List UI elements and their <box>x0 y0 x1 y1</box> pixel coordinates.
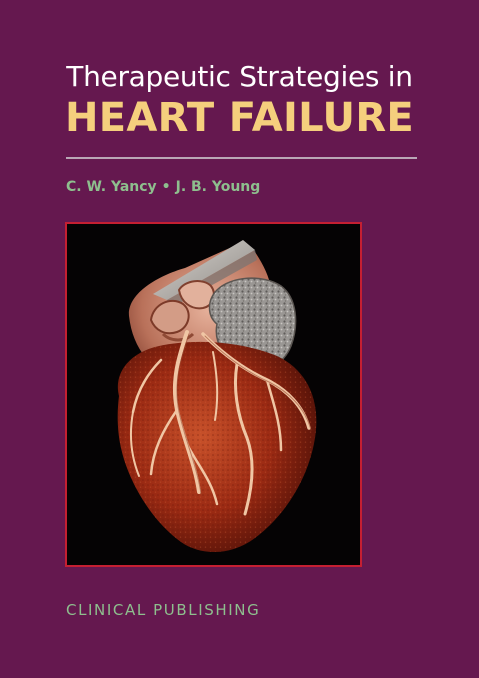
cover-image-frame <box>65 222 362 567</box>
author-separator: • <box>161 179 171 195</box>
author-2: J. B. Young <box>175 179 261 195</box>
heart-illustration <box>67 224 360 565</box>
title-line-1: Therapeutic Strategies in <box>66 60 413 93</box>
publisher-name: CLINICAL PUBLISHING <box>66 601 261 619</box>
authors <box>66 178 260 196</box>
author-1: C. W. Yancy <box>66 179 157 195</box>
title-line-2: HEART FAILURE <box>64 95 415 141</box>
title-divider <box>66 157 417 159</box>
